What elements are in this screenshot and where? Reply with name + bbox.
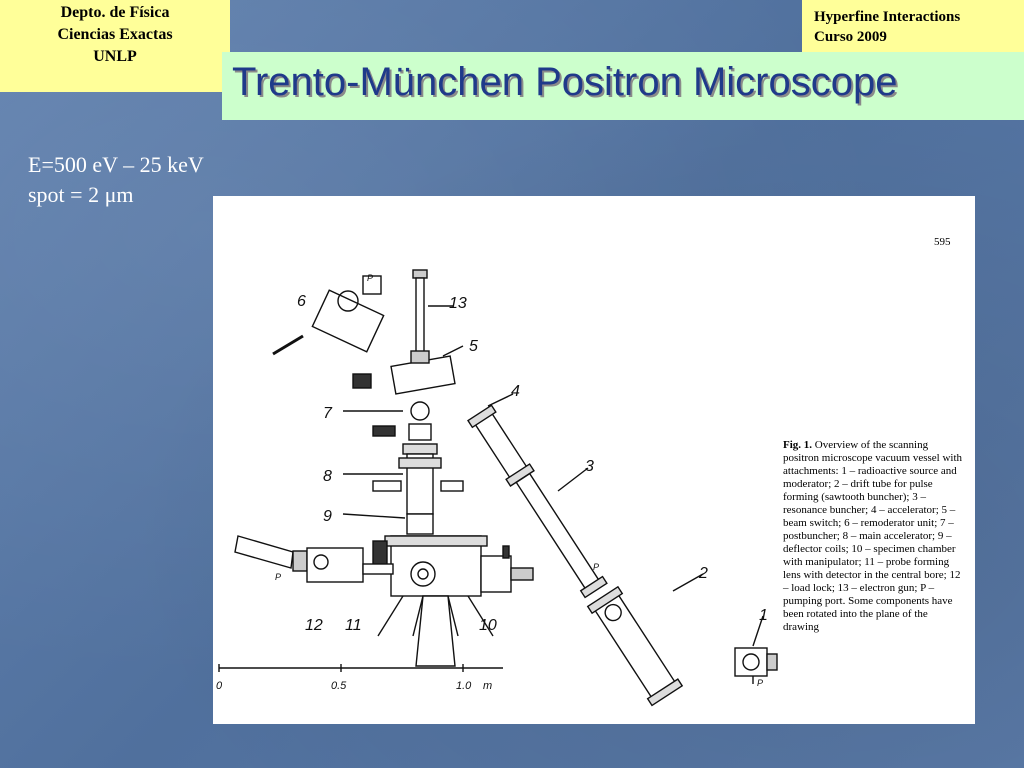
specimen-chamber [373,536,533,666]
port-label-right: P [757,678,764,688]
scale-1: 1.0 [456,680,472,692]
label-4: 4 [511,383,520,400]
remoderator-unit [273,276,384,354]
dept-line-2: Ciencias Exactas [57,26,173,43]
source-assembly [735,648,777,684]
label-5: 5 [469,338,478,355]
spec-spot: spot = 2 μm [28,182,134,207]
label-12: 12 [305,617,323,634]
beam-switch [353,356,455,394]
port-label-left: P [275,572,282,582]
scale-unit: m [483,680,493,692]
spec-energy: E=500 eV – 25 keV [28,152,204,177]
label-7: 7 [323,405,332,422]
label-6: 6 [297,293,306,310]
page-number: 595 [934,236,951,248]
label-1: 1 [759,607,768,624]
dept-line-3: UNLP [93,48,137,65]
port-label-top: P [367,273,374,283]
accelerator-tube [468,405,534,486]
department-box [0,0,230,92]
load-lock [235,536,393,582]
caption-text: Overview of the scanning positron microscope vacuum vessel with attachments: 1 – radioactive source and moderator; 2 – drift tube for pulse forming (sawtooth buncher); 3 – resonance buncher; 4 – accelerator; 5 – beam switch; 6 – remoderator unit; 7 – postbuncher; 8 – main accelerator; 9 – deflector coils; 10 – specimen chamber with manipulator; 11 – probe forming lens with detector in the central bore; 12 – load lock; 13 – electron gun; P – pumping port. Some components have been rotated into the plane of the drawing [783,439,963,633]
label-2: 2 [699,565,708,582]
drift-tube [588,587,682,706]
microscope-figure [213,196,975,724]
label-9: 9 [323,508,332,525]
label-11: 11 [345,617,362,634]
specs-block [28,150,204,210]
caption-label: Fig. 1. [783,439,813,451]
course-line-2: Curso 2009 [814,29,887,45]
dept-line-1: Depto. de Física [60,4,170,21]
figure-caption [783,439,965,634]
scale-0: 0 [216,680,223,692]
electron-gun [411,270,429,363]
label-10: 10 [479,617,497,634]
port-label-mid: P [593,562,600,572]
label-3: 3 [585,458,594,475]
label-13: 13 [449,295,467,312]
course-line-1: Hyperfine Interactions [814,9,961,25]
slide-title: Trento-München Positron Microscope [232,60,898,104]
vertical-column [373,402,463,534]
course-box [802,0,1024,52]
label-8: 8 [323,468,332,485]
scale-05: 0.5 [331,680,347,692]
